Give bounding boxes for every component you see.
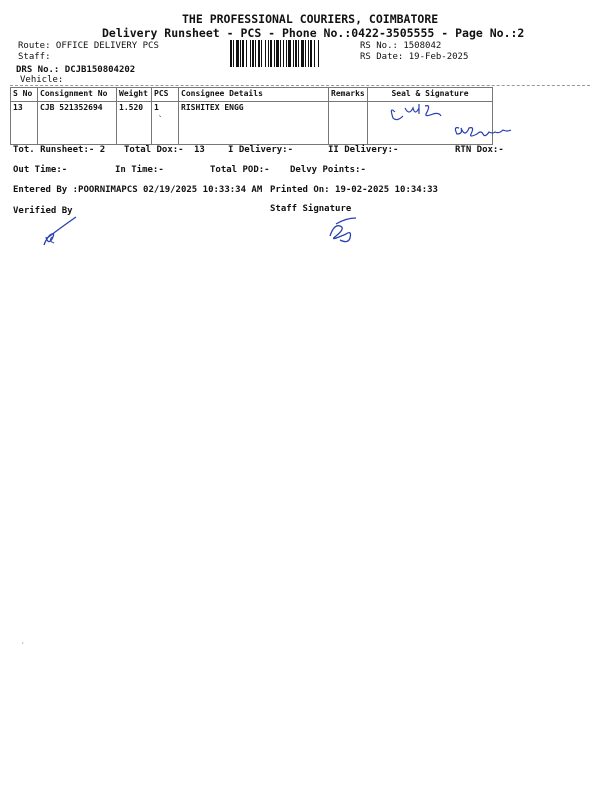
staff-label: Staff: — [18, 52, 51, 62]
total-dox-value: 13 — [194, 145, 205, 155]
out-time: Out Time:- — [13, 165, 68, 175]
delvy-points: Delvy Points:- — [290, 165, 366, 175]
drs-label: DRS No.: — [16, 65, 60, 75]
col-seal-signature: Seal & Signature — [368, 88, 493, 102]
printed-on: Printed On: 19-02-2025 10:34:33 — [270, 185, 438, 195]
total-pod: Total POD:- — [210, 165, 270, 175]
entered-by: Entered By :POORNIMAPCS 02/19/2025 10:33:34 AM — [13, 185, 263, 195]
verifier-signature — [38, 215, 88, 250]
col-weight: Weight — [117, 88, 152, 102]
col-pcs: PCS — [152, 88, 179, 102]
rs-number: RS No.: 1508042 — [360, 41, 442, 51]
stray-mark: ` — [158, 115, 163, 124]
col-sno: S No — [11, 88, 38, 102]
scan-speck: · — [21, 640, 25, 647]
in-time: In Time:- — [115, 165, 164, 175]
route-label: Route: OFFICE DELIVERY PCS — [18, 41, 159, 51]
col-consignee: Consignee Details — [179, 88, 329, 102]
cell-consignee: RISHITEX ENGG — [179, 102, 329, 145]
cell-consignment: CJB 521352694 — [38, 102, 117, 145]
drs-number — [16, 65, 135, 75]
vehicle-label: Vehicle: — [20, 75, 64, 85]
col-consignment: Consignment No — [38, 88, 117, 102]
tot-runsheet: Tot. Runsheet:- 2 — [13, 145, 106, 155]
staff-signature-label: Staff Signature — [270, 204, 352, 214]
company-title: THE PROFESSIONAL COURIERS, COIMBATORE — [182, 12, 439, 26]
cell-sno: 13 — [11, 102, 38, 145]
verified-by-label: Verified By — [13, 206, 73, 216]
total-dox: Total Dox:- — [124, 145, 184, 155]
i-delivery: I Delivery:- — [228, 145, 294, 155]
divider — [10, 85, 590, 86]
rs-date: RS Date: 19-Feb-2025 — [360, 52, 469, 62]
col-remarks: Remarks — [329, 88, 368, 102]
cell-remarks — [329, 102, 368, 145]
cell-pcs: 1 — [152, 102, 179, 145]
drs-value: DCJB150804202 — [64, 65, 136, 75]
staff-signature — [322, 216, 362, 246]
rtn-dox: RTN Dox:- — [455, 145, 504, 155]
receiver-signature — [385, 100, 535, 145]
barcode — [230, 40, 350, 67]
ii-delivery: II Delivery:- — [328, 145, 399, 155]
cell-weight: 1.520 — [117, 102, 152, 145]
runsheet-subtitle: Delivery Runsheet - PCS - Phone No.:0422-3505555 - Page No.:2 — [102, 26, 525, 40]
